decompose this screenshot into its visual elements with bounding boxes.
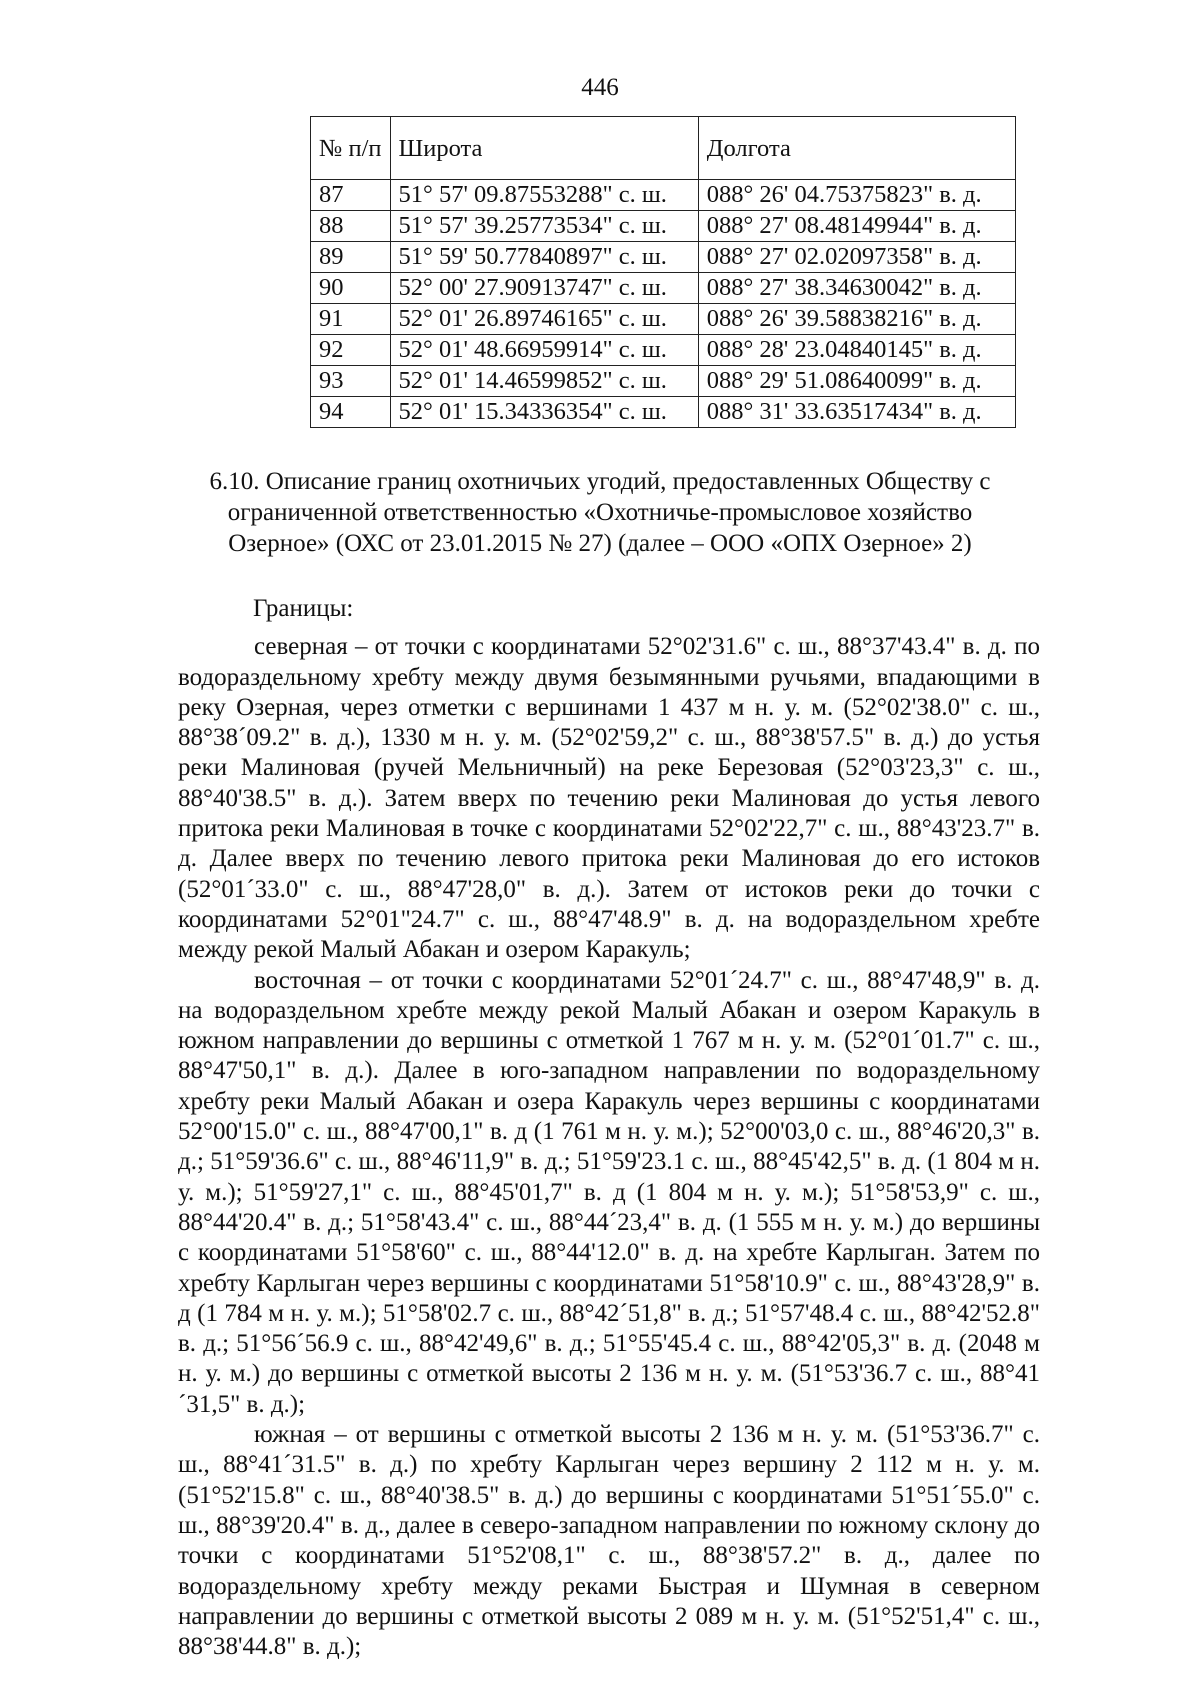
latitude-cell: 51° 57' 39.25773534" с. ш.: [390, 211, 698, 242]
latitude-cell: 52° 01' 15.34336354" с. ш.: [390, 397, 698, 428]
longitude-cell: 088° 29' 51.08640099" в. д.: [698, 366, 1015, 397]
latitude-cell: 52° 01' 48.66959914" с. ш.: [390, 335, 698, 366]
longitude-cell: 088° 27' 38.34630042" в. д.: [698, 273, 1015, 304]
latitude-cell: 52° 01' 26.89746165" с. ш.: [390, 304, 698, 335]
latitude-cell: 52° 01' 14.46599852" с. ш.: [390, 366, 698, 397]
row-number-cell: 92: [311, 335, 391, 366]
longitude-cell: 088° 26' 04.75375823" в. д.: [698, 180, 1015, 211]
table-header-row: [311, 117, 1016, 180]
latitude-cell: 52° 00' 27.90913747" с. ш.: [390, 273, 698, 304]
boundaries-label: Границы:: [253, 595, 354, 622]
table-row: [311, 366, 1016, 397]
longitude-cell: 088° 26' 39.58838216" в. д.: [698, 304, 1015, 335]
coordinates-table: [310, 116, 1016, 428]
table-row: [311, 211, 1016, 242]
table-row: [311, 397, 1016, 428]
boundaries-description: [178, 594, 1040, 1662]
page-number: 446: [581, 74, 619, 101]
north-boundary-paragraph: северная – от точки с координатами 52°02'31.6" с. ш., 88°37'43.4" в. д. по водораздельному хребту между двумя безымянными ручьями, впадающими в реку Озерная, через отметки с вершинами 1 437 м н. у. м. (52°02'38.0" с. ш., 88°38´09.2" в. д.), 1330 м н. у. м. (52°02'59,2" с. ш., 88°38'57.5" в. д.) до устья реки Малиновая (ручей Мельничный) на реке Березовая (52°03'23,3" с. ш., 88°40'38.5" в. д.). Затем вверх по течению реки Малиновая до устья левого притока реки Малиновая в точке с координатами 52°02'22,7" с. ш., 88°43'23.7" в. д. Далее вверх по течению левого притока реки Малиновая до его истоков (52°01´33.0" с. ш., 88°47'28,0" в. д.). Затем от истоков реки до точки с координатами 52°01"24.7" с. ш., 88°47'48.9" в. д. на водораздельном хребте между рекой Малый Абакан и озером Каракуль;: [178, 633, 1040, 964]
table-body: [311, 180, 1016, 428]
table-row: [311, 273, 1016, 304]
row-number-cell: 93: [311, 366, 391, 397]
latitude-cell: 51° 59' 50.77840897" с. ш.: [390, 242, 698, 273]
east-boundary-paragraph: восточная – от точки с координатами 52°01´24.7" с. ш., 88°47'48,9" в. д. на водораздельном хребте между рекой Малый Абакан и озером Каракуль в южном направлении до вершины с отметкой 1 767 м н. у. м. (52°01´01.7" с. ш., 88°47'50,1" в. д.). Далее в юго-западном направлении по водораздельному хребту реки Малый Абакан и озера Каракуль через вершины с координатами 52°00'15.0" с. ш., 88°47'00,1" в. д (1 761 м н. у. м.); 52°00'03,0 с. ш., 88°46'20,3" в. д.; 51°59'36.6" с. ш., 88°46'11,9" в. д.; 51°59'23.1 с. ш., 88°45'42,5" в. д. (1 804 м н. у. м.); 51°59'27,1" с. ш., 88°45'01,7" в. д (1 804 м н. у. м.); 51°58'53,9" с. ш., 88°44'20.4" в. д.; 51°58'43.4" с. ш., 88°44´23,4" в. д. (1 555 м н. у. м.) до вершины с координатами 51°58'60" с. ш., 88°44'12.0" в. д. на хребте Карлыган. Затем по хребту Карлыган через вершины с координатами 51°58'10.9" с. ш., 88°43'28,9" в. д (1 784 м н. у. м.); 51°58'02.7 с. ш., 88°42´51,8" в. д.; 51°57'48.4 с. ш., 88°42'52.8" в. д.; 51°56´56.9 с. ш., 88°42'49,6" в. д.; 51°55'45.4 с. ш., 88°42'05,3" в. д. (2048 м н. у. м.) до вершины с отметкой высоты 2 136 м н. у. м. (51°53'36.7 с. ш., 88°41´31,5" в. д.);: [178, 966, 1040, 1418]
column-header-latitude: Широта: [390, 117, 698, 180]
longitude-cell: 088° 27' 02.02097358" в. д.: [698, 242, 1015, 273]
table-row: [311, 335, 1016, 366]
longitude-cell: 088° 27' 08.48149944" в. д.: [698, 211, 1015, 242]
row-number-cell: 87: [311, 180, 391, 211]
table-row: [311, 242, 1016, 273]
row-number-cell: 91: [311, 304, 391, 335]
longitude-cell: 088° 31' 33.63517434" в. д.: [698, 397, 1015, 428]
row-number-cell: 88: [311, 211, 391, 242]
row-number-cell: 89: [311, 242, 391, 273]
column-header-number: № п/п: [311, 117, 391, 180]
table-row: [311, 304, 1016, 335]
latitude-cell: 51° 57' 09.87553288" с. ш.: [390, 180, 698, 211]
table-row: [311, 180, 1016, 211]
row-number-cell: 94: [311, 397, 391, 428]
column-header-longitude: Долгота: [698, 117, 1015, 180]
row-number-cell: 90: [311, 273, 391, 304]
section-heading: 6.10. Описание границ охотничьих угодий, предоставленных Обществу с ограниченной ответственностью «Охотничье-промысловое хозяйство Озерное» (ОХС от 23.01.2015 № 27) (далее – ООО «ОПХ Озерное» 2): [209, 468, 991, 557]
south-boundary-paragraph: южная – от вершины с отметкой высоты 2 136 м н. у. м. (51°53'36.7" с. ш., 88°41´31.5" в. д.) по хребту Карлыган через вершину 2 112 м н. у. м. (51°52'15.8" с. ш., 88°40'38.5" в. д.) до вершины с координатами 51°51´55.0" с. ш., 88°39'20.4" в. д., далее в северо-западном направлении по южному склону до точки с координатами 51°52'08,1" с. ш., 88°38'57.2" в. д., далее по водораздельному хребту между реками Быстрая и Шумная в северном направлении до вершины с отметкой высоты 2 089 м н. у. м. (51°52'51,4" с. ш., 88°38'44.8" в. д.);: [178, 1421, 1040, 1661]
longitude-cell: 088° 28' 23.04840145" в. д.: [698, 335, 1015, 366]
